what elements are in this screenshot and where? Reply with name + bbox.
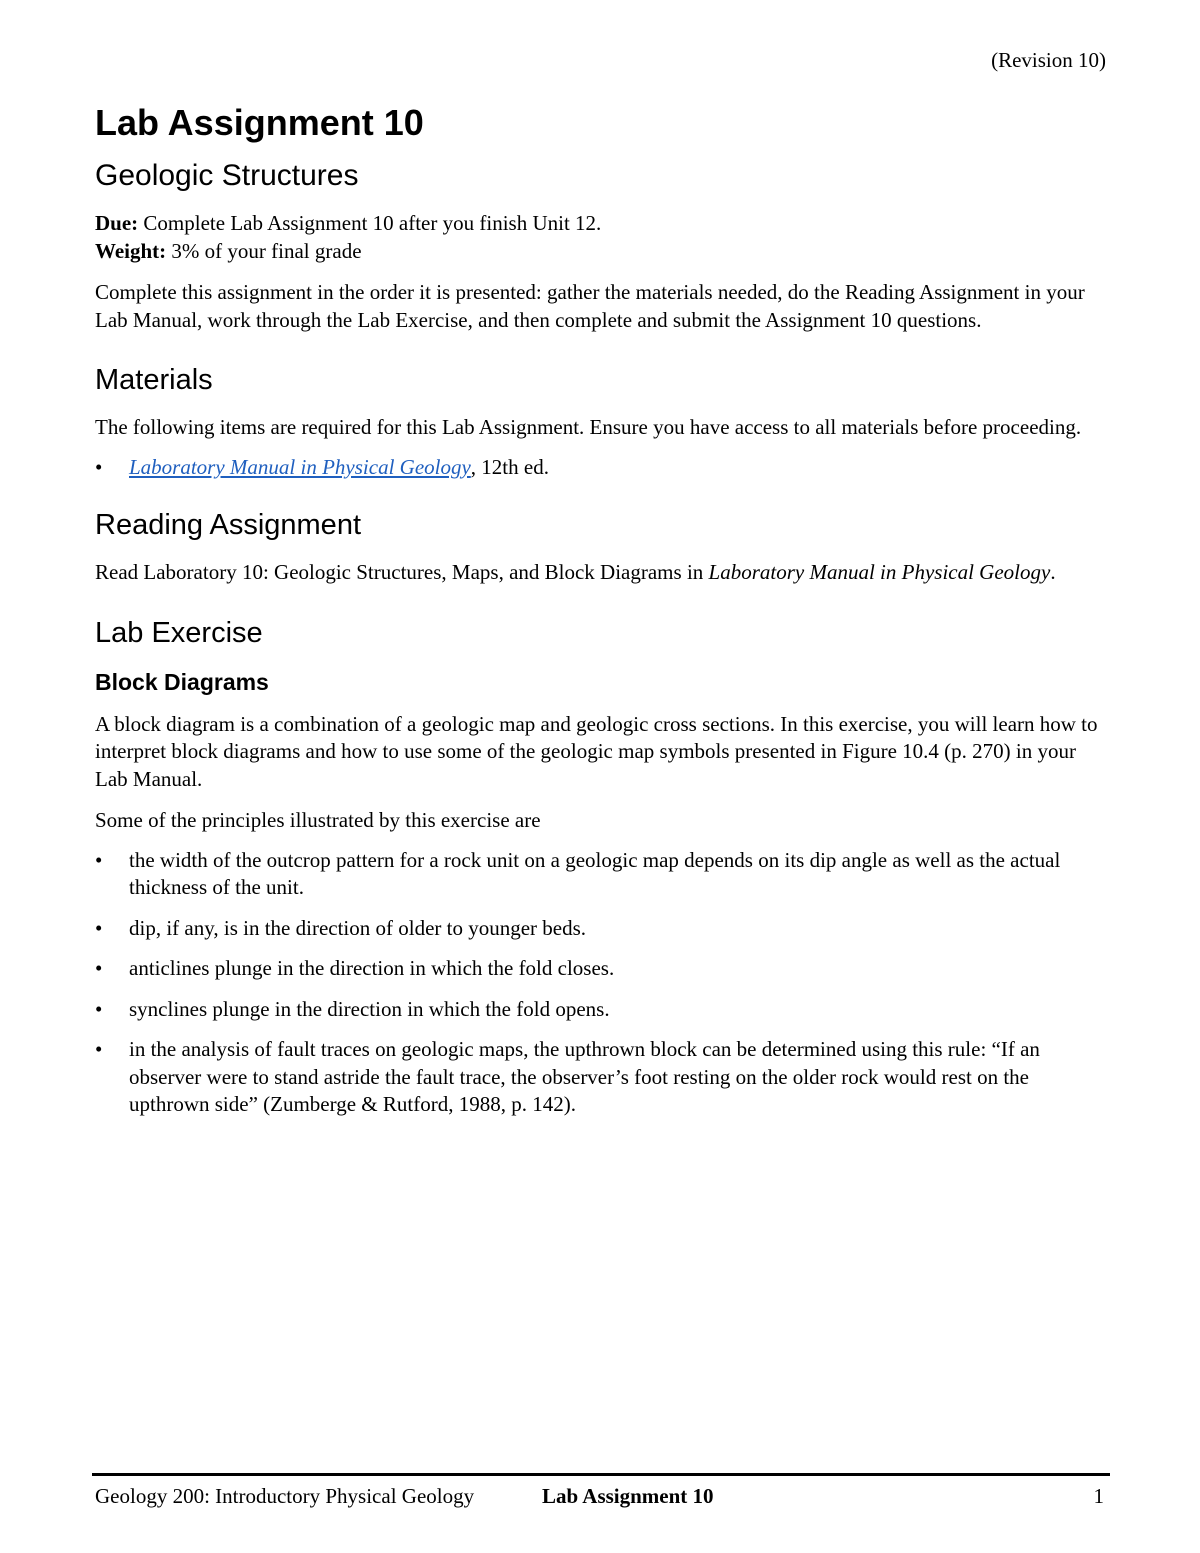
materials-list [95, 454, 1105, 482]
materials-paragraph: The following items are required for this Lab Assignment. Ensure you have access to all materials before proceeding. [95, 415, 1082, 439]
materials-item-edition: , 12th ed. [470, 454, 549, 479]
principle-text: anticlines plunge in the direction in which the fold closes. [129, 956, 615, 980]
bullet-icon: • [95, 847, 103, 872]
document-content [95, 100, 1105, 1133]
principle-text: in the analysis of fault traces on geologic maps, the upthrown block can be determined using this rule: “If an observer were to stand astride the fault trace, the observer’s foot resting on the older rock would rest on the upthrown side” (Zumberge & Rutford, 1988, p. 142). [129, 1037, 1040, 1116]
list-item [95, 1036, 1105, 1119]
reading-text: Read Laboratory 10: Geologic Structures, Maps, and Block Diagrams in [95, 560, 709, 584]
principle-text: the width of the outcrop pattern for a rock unit on a geologic map depends on its dip angle as well as the actual thickness of the unit. [129, 847, 1061, 899]
due-line [95, 210, 1105, 238]
lab-manual-link[interactable]: Laboratory Manual in Physical Geology [129, 454, 471, 479]
lab-exercise-heading: Lab Exercise [95, 616, 263, 649]
weight-text: 3% of your final grade [171, 238, 362, 263]
page-subtitle: Geologic Structures [95, 159, 359, 192]
reading-heading: Reading Assignment [95, 509, 361, 541]
intro-paragraph: Complete this assignment in the order it is presented: gather the materials needed, do the Reading Assignment in your Lab Manual, work through the Lab Exercise, and then complete and submit the Assignment 10 questions. [95, 280, 1085, 332]
reading-paragraph [95, 559, 1105, 587]
footer-title: Lab Assignment 10 [542, 1484, 714, 1508]
list-item [95, 847, 1105, 902]
due-label: Due: [95, 211, 139, 235]
footer-row [92, 1476, 1110, 1516]
bullet-icon: • [95, 454, 103, 479]
principles-list [95, 847, 1105, 1119]
due-text: Complete Lab Assignment 10 after you finish Unit 12. [143, 211, 602, 235]
principle-text: dip, if any, is in the direction of older to younger beds. [129, 915, 587, 940]
bullet-icon: • [95, 956, 103, 980]
bullet-icon: • [95, 1037, 103, 1061]
page-footer [92, 1473, 1110, 1516]
bullet-icon: • [95, 915, 103, 940]
list-item [95, 915, 1105, 943]
reading-book-title: Laboratory Manual in Physical Geology [708, 560, 1051, 584]
footer-course: Geology 200: Introductory Physical Geology [95, 1484, 475, 1508]
reading-text-end: . [1050, 560, 1056, 584]
page-title: Lab Assignment 10 [95, 102, 424, 143]
block-diagrams-heading: Block Diagrams [95, 668, 269, 695]
weight-line [95, 238, 1105, 266]
bullet-icon: • [95, 996, 103, 1021]
principle-text: synclines plunge in the direction in which the fold opens. [129, 996, 610, 1021]
list-item [95, 955, 1105, 983]
revision-label: (Revision 10) [991, 48, 1106, 72]
block-diagram-paragraph: A block diagram is a combination of a geologic map and geologic cross sections. In this exercise, you will learn how to interpret block diagrams and how to use some of the geologic map symbols presented in Figure 10.4 (p. 270) in your Lab Manual. [95, 711, 1098, 791]
list-item [95, 996, 1105, 1024]
principles-intro: Some of the principles illustrated by this exercise are [95, 808, 541, 832]
materials-heading: Materials [95, 364, 213, 396]
weight-label: Weight: [95, 238, 167, 263]
list-item [95, 454, 1105, 482]
page-number: 1 [1093, 1484, 1104, 1508]
